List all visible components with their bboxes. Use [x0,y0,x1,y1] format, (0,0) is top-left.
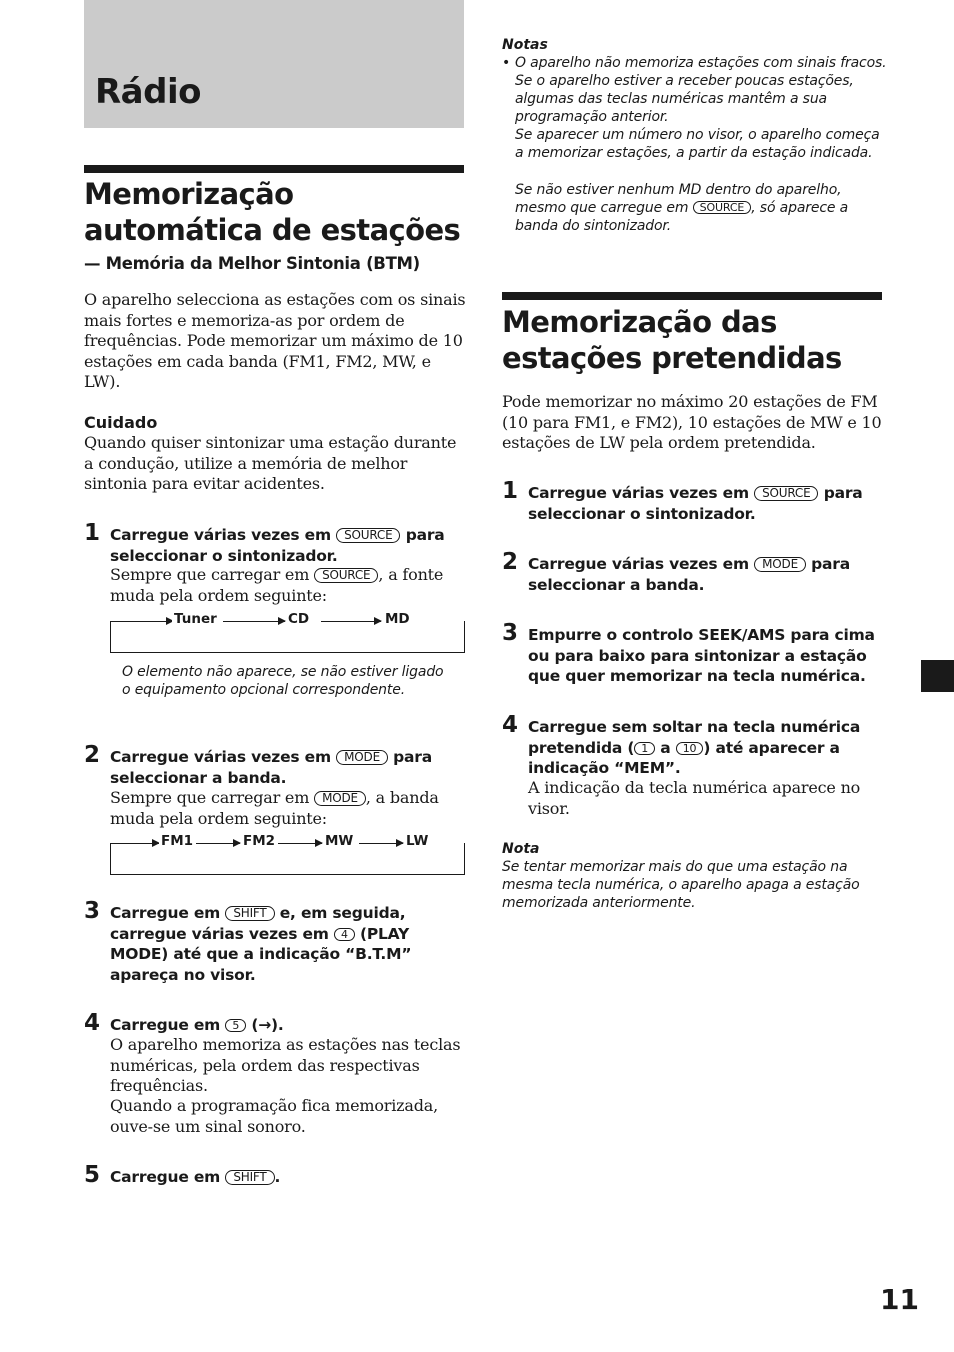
step-number: 2 [502,549,519,575]
shift-key: SHIFT [225,906,274,921]
number-key-4: 4 [334,928,355,941]
mode-key: MODE [314,791,366,806]
flow-item: MW [325,833,354,849]
section-side-tab [921,660,954,692]
flow-item: CD [288,611,310,627]
number-key-5: 5 [225,1019,246,1032]
intro-text-left: O aparelho selecciona as estações com os sinais mais fortes e memoriza-as por ordem de frequências. Pode memorizar um máximo de 10 estações em cada banda (FM1, FM2, MW, e LW). [84,290,466,391]
step-1-title-right: Carregue várias vezes em SOURCE para seleccionar o sintonizador. [528,484,863,523]
notes-item-1: O aparelho não memoriza estações com sinais fracos. Se o aparelho estiver a receber poucas estações, algumas das teclas numéricas mantêm a sua programação anterior. [515,55,887,125]
note-text: Se tentar memorizar mais do que uma estação na mesma tecla numérica, o aparelho apaga a estação memorizada anteriormente. [502,859,860,911]
flow-item: LW [406,833,429,849]
flow-arrow [223,621,285,622]
flow-item: FM2 [243,833,276,849]
section-heading-manual: Memorização das estações pretendidas [502,305,842,375]
step-4-body-right: A indicação da tecla numérica aparece no visor. [528,778,861,818]
step-3-title: Carregue em SHIFT e, em seguida, carregue várias vezes em 4 (PLAY MODE) até que a indicação “B.T.M” apareça no visor. [110,904,412,984]
flow-arrow [196,843,240,844]
section-heading-auto: Memorização automática de estações [84,177,461,247]
step-number: 4 [84,1010,101,1036]
step-number: 5 [84,1162,101,1188]
step-1-note: O elemento não aparece, se não estiver ligado o equipamento opcional correspondente. [122,664,444,698]
step-2-title-right: Carregue várias vezes em MODE para seleccionar a banda. [528,555,851,594]
step-4-title: Carregue em 5 (→). [110,1016,284,1034]
step-2-title: Carregue várias vezes em MODE para seleccionar a banda. [110,748,433,787]
caution-text: Quando quiser sintonizar uma estação durante a condução, utilize a memória de melhor sintonia para evitar acidentes. [84,433,457,493]
step-number: 3 [502,620,519,646]
flow-arrow [359,843,403,844]
flow-arrow [111,621,173,622]
step-number: 1 [84,520,101,546]
band-flow-diagram [110,833,465,875]
step-number: 1 [502,478,519,504]
mode-key: MODE [754,557,806,572]
flow-item: FM1 [161,833,194,849]
intro-text-right: Pode memorizar no máximo 20 estações de FM (10 para FM1, e FM2), 10 estações de MW e 10 estações de LW pela ordem pretendida. [502,392,882,452]
caution-title: Cuidado [84,413,158,432]
page-title: Rádio [95,72,201,112]
step-3-title-right: Empurre o controlo SEEK/AMS para cima ou para baixo para sintonizar a estação que quer memorizar na tecla numérica. [528,626,875,685]
source-key: SOURCE [336,528,400,543]
notes-item-2: Se aparecer um número no visor, o aparelho começa a memorizar estações, a partir da estação indicada. [515,127,880,161]
flow-arrow [278,843,322,844]
section-rule-left [84,165,464,173]
number-key-10: 10 [676,742,704,755]
step-4-title-right: Carregue sem soltar na tecla numérica pretendida ( 1 a 10 ) até aparecer a indicação “MEM”. [528,718,861,777]
step-number: 3 [84,898,101,924]
number-key-1: 1 [634,742,655,755]
flow-arrow [321,621,381,622]
notes-bullet: • [502,55,511,71]
source-key: SOURCE [693,201,752,214]
flow-item: MD [385,611,410,627]
note-title: Nota [502,841,540,857]
step-5-title: Carregue em SHIFT . [110,1168,281,1186]
source-key: SOURCE [314,568,378,583]
step-number: 2 [84,742,101,768]
step-number: 4 [502,712,519,738]
source-flow-diagram [110,611,465,653]
source-key: SOURCE [754,486,818,501]
notes-item-3: Se não estiver nenhum MD dentro do aparelho, mesmo que carregue em SOURCE , só aparece a banda do sintonizador. [515,182,849,234]
flow-item: Tuner [174,611,217,627]
step-1-title: Carregue várias vezes em SOURCE para seleccionar o sintonizador. [110,526,445,565]
step-4-body-2: Quando a programação fica memorizada, ouve-se um sinal sonoro. [110,1096,439,1136]
section-subheading: — Memória da Melhor Sintonia (BTM) [84,254,420,273]
mode-key: MODE [336,750,388,765]
notes-title: Notas [502,37,548,53]
flow-arrow [111,843,159,844]
shift-key: SHIFT [225,1170,274,1185]
section-rule-right [502,292,882,300]
step-1-body: Sempre que carregar em SOURCE , a fonte muda pela ordem seguinte: [110,565,444,605]
step-2-body: Sempre que carregar em MODE , a banda muda pela ordem seguinte: [110,788,439,828]
page-number: 11 [880,1283,919,1316]
step-4-body: O aparelho memoriza as estações nas teclas numéricas, pela ordem das respectivas frequências. [110,1035,461,1095]
